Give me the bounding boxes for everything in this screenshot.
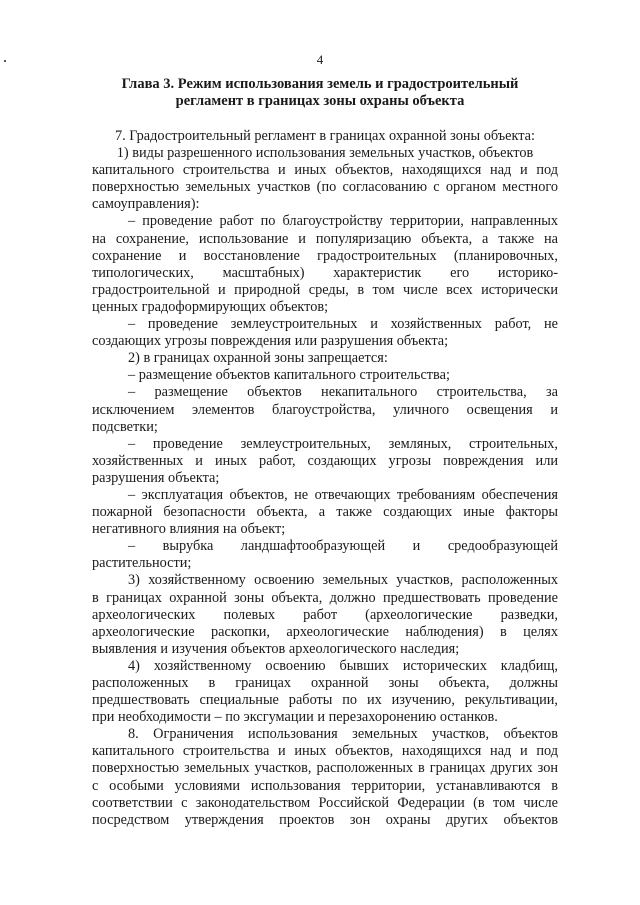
chapter-heading xyxy=(80,76,560,110)
text-line: 4) хозяйственному освоению бывших исторических кладбищ, xyxy=(128,657,558,674)
text-line: – размещение объектов капитального строительства; xyxy=(128,367,450,384)
text-line: – эксплуатация объектов, не отвечающих требованиям обеспечения xyxy=(128,486,558,503)
text-line: создающих угрозы повреждения или разрушения объекта; xyxy=(92,333,449,350)
chapter-heading-line-2: регламент в границах зоны охраны объекта xyxy=(175,93,465,109)
body-text xyxy=(92,128,558,829)
text-line: с особыми условиями использования территории, устанавливаются в xyxy=(92,777,558,794)
text-line: негативного влияния на объект; xyxy=(92,521,286,538)
text-line: выявления и изучения объектов археологического наследия; xyxy=(92,640,460,657)
text-line: 3) хозяйственному освоению земельных участков, расположенных xyxy=(128,572,558,589)
text-line: – размещение объектов некапитального строительства, за xyxy=(128,384,558,401)
text-line: – проведение землеустроительных, земляных, строительных, xyxy=(128,435,558,452)
text-line: на сохранение, использование и популяризацию объекта, а также на xyxy=(92,230,558,247)
page-number: 4 xyxy=(316,52,324,67)
text-line: при необходимости – по эксгумации и перезахоронению останков. xyxy=(92,709,498,726)
text-line: типологических, масштабных) характеристик его историко- xyxy=(92,264,558,281)
text-line: ценных градоформирующих объектов; xyxy=(92,298,329,315)
text-line: соответствии с законодательством Российской Федерации (в том числе xyxy=(92,794,558,811)
text-line: 7. Градостроительный регламент в границах охранной зоны объекта: xyxy=(114,128,536,144)
text-line: капитального строительства и иных объектов, находящихся над и под xyxy=(92,162,558,179)
text-line: градостроительной и природной среды, в том числе всех исторически xyxy=(92,281,558,298)
text-line: самоуправления): xyxy=(92,196,200,213)
text-line: в границах охранной зоны объекта, должно предшествовать проведение xyxy=(92,589,558,606)
text-line: предшествовать специальные работы по их изучению, рекультивации, xyxy=(92,692,558,709)
text-line: 2) в границах охранной зоны запрещается: xyxy=(128,350,388,367)
text-line: 8. Ограничения использования земельных участков, объектов xyxy=(128,726,558,743)
text-line: археологические раскопки, археологические наблюдения) в целях xyxy=(92,623,558,640)
text-line: поверхностью земельных участков, расположенных в границах других зон xyxy=(92,760,558,777)
text-line: археологических полевых работ (археологические разведки, xyxy=(92,606,558,623)
text-line: сохранение и восстановление градостроительных (планировочных, xyxy=(92,247,558,264)
text-line: – проведение землеустроительных и хозяйственных работ, не xyxy=(128,316,558,333)
text-line: 1) виды разрешенного использования земельных участков, объектов xyxy=(116,145,534,162)
text-line: подсветки; xyxy=(92,418,158,435)
chapter-heading-line-1: Глава 3. Режим использования земель и градостроительный xyxy=(121,76,519,92)
text-line: капитального строительства и иных объектов, находящихся над и под xyxy=(92,743,558,760)
text-line: расположенных в границах охранной зоны объекта, должны xyxy=(92,675,558,691)
text-line: исключением элементов благоустройства, уличного освещения и xyxy=(92,401,558,418)
text-line: – проведение работ по благоустройству территории, направленных xyxy=(128,213,558,230)
text-line: растительности; xyxy=(92,555,192,572)
text-line: пожарной безопасности объекта, а также создающих иные факторы xyxy=(92,504,558,521)
text-line: посредством утверждения проектов зон охраны других объектов xyxy=(92,811,558,828)
text-line: поверхностью земельных участков (по согласованию с органом местного xyxy=(92,179,558,196)
text-line: разрушения объекта; xyxy=(92,469,220,486)
text-line: хозяйственных и иных работ, создающих угрозы повреждения или xyxy=(92,452,558,469)
text-line: – вырубка ландшафтообразующей и средообразующей xyxy=(128,538,558,555)
